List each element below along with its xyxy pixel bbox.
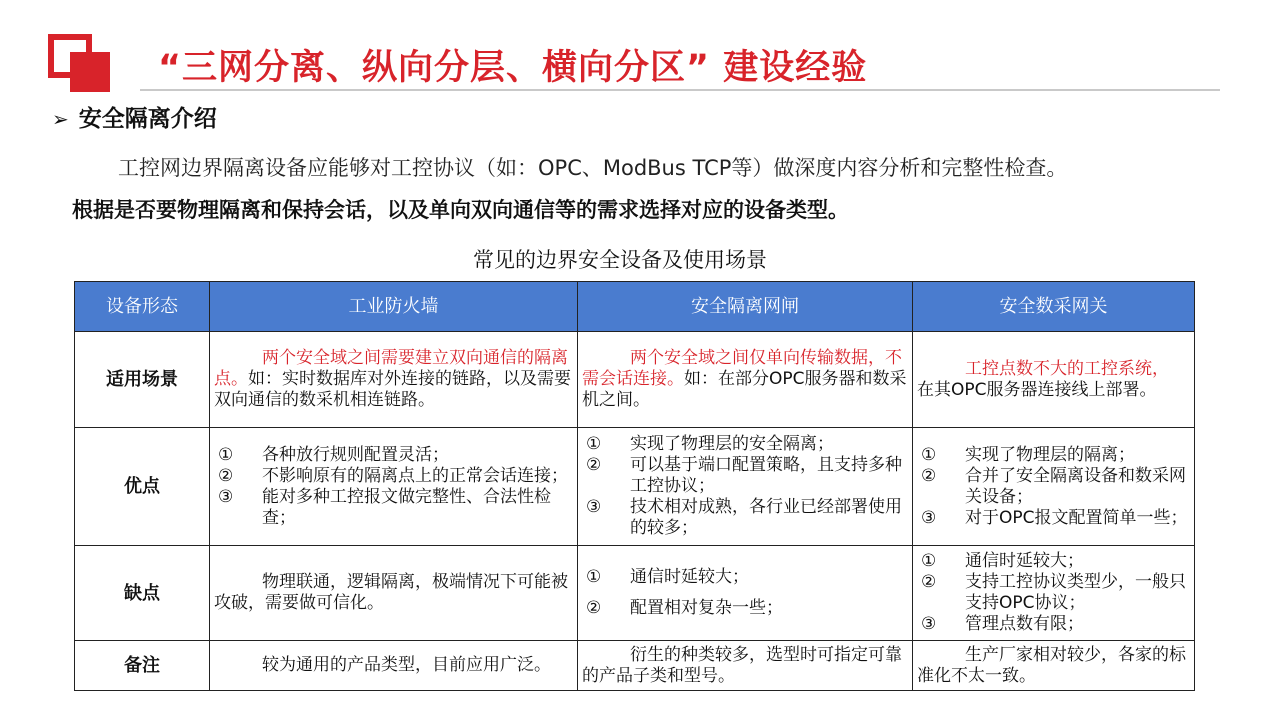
logo: [48, 34, 110, 96]
notes-gateway-text: 生产厂家相对较少，各家的标准化不太一致。: [917, 644, 1186, 686]
table-row-notes: [75, 641, 1195, 691]
list-item: ③ 能对多种工控报文做完整性、合法性检查；: [218, 486, 551, 528]
header-device-form: 设备形态: [75, 282, 210, 332]
row-label-notes: 备注: [75, 641, 210, 691]
cons-firewall-text: 物理联通，逻辑隔离，极端情况下可能被攻破，需要做可信化。: [214, 572, 568, 613]
table-row-scenario: [75, 332, 1195, 428]
comparison-table: [74, 281, 1195, 691]
section-title: 安全隔离介绍: [78, 106, 217, 132]
header-industrial-firewall: 工业防火墙: [210, 282, 578, 332]
cell-pros-firewall: [210, 428, 578, 546]
cell-notes-gap: [578, 641, 913, 691]
cell-cons-gap: [578, 546, 913, 641]
scenario-firewall-text: 如：实时数据库对外连接的链路，以及需要双向通信的数采机相连链路。: [214, 369, 571, 410]
cell-notes-firewall: [210, 641, 578, 691]
scenario-gateway-highlight: 工控点数不大的工控系统，: [965, 358, 1169, 379]
list-item: ③ 管理点数有限；: [921, 614, 1084, 634]
row-label-scenario: 适用场景: [75, 332, 210, 428]
list-item: ① 实现了物理层的安全隔离；: [586, 434, 834, 454]
list-item: ② 合并了安全隔离设备和数采网关设备；: [921, 465, 1186, 507]
list-item: ② 支持工控协议类型少，一般只支持OPC协议；: [921, 572, 1186, 613]
slide-title: “三网分离、纵向分层、横向分区” 建设经验: [158, 48, 868, 88]
cell-pros-gap: [578, 428, 913, 546]
cell-scenario-firewall: [210, 332, 578, 428]
list-item: ② 不影响原有的隔离点上的正常会话连接；: [218, 465, 568, 486]
list-item: ① 通信时延较大；: [921, 551, 1084, 571]
list-item: ① 实现了物理层的隔离；: [921, 444, 1135, 465]
list-item: ③ 对于OPC报文配置简单一些；: [921, 507, 1188, 528]
section-heading: [52, 100, 217, 133]
list-item: ③ 技术相对成熟，各行业已经部署使用的较多；: [586, 497, 902, 538]
logo-filled-square: [70, 52, 110, 92]
title-divider: [140, 89, 1220, 91]
notes-gap-text: 衍生的种类较多，选型时可指定可靠的产品子类和型号。: [582, 644, 902, 686]
table-row-pros: [75, 428, 1195, 546]
intro-line-2: 根据是否要物理隔离和保持会话，以及单向双向通信等的需求选择对应的设备类型。: [72, 198, 849, 222]
notes-firewall-text: 较为通用的产品类型，目前应用广泛。: [262, 655, 551, 675]
cell-scenario-gateway: [913, 332, 1195, 428]
list-item: ② 可以基于端口配置策略，且支持多种工控协议；: [586, 455, 902, 496]
list-item: ② 配置相对复杂一些；: [586, 598, 783, 618]
header-data-gateway: 安全数采网关: [913, 282, 1195, 332]
row-label-cons: 缺点: [75, 546, 210, 641]
header-security-gap: 安全隔离网闸: [578, 282, 913, 332]
table-caption: 常见的边界安全设备及使用场景: [473, 248, 767, 272]
table-row-cons: [75, 546, 1195, 641]
cell-scenario-gap: [578, 332, 913, 428]
cell-cons-firewall: [210, 546, 578, 641]
list-item: ① 通信时延较大；: [586, 567, 749, 587]
list-item: ① 各种放行规则配置灵活；: [218, 444, 449, 465]
scenario-gateway-text: 在其OPC服务器连接线上部署。: [917, 379, 1157, 400]
cell-pros-gateway: [913, 428, 1195, 546]
cell-cons-gateway: [913, 546, 1195, 641]
row-label-pros: 优点: [75, 428, 210, 546]
table-header-row: [75, 282, 1195, 332]
scenario-firewall-highlight: 两个安全域之间需要建立双向通信的隔离点。: [214, 348, 568, 389]
arrow-bullet-icon: ➢: [52, 107, 69, 131]
intro-line-1: 工控网边界隔离设备应能够对工控协议（如：OPC、ModBus TCP等）做深度内容分析和完整性检查。: [118, 156, 1068, 180]
scenario-gap-highlight: 两个安全域之间仅单向传输数据，不需会话连接。: [582, 348, 902, 389]
cell-notes-gateway: [913, 641, 1195, 691]
scenario-gap-text: 如：在部分OPC服务器和数采机之间。: [582, 369, 907, 410]
